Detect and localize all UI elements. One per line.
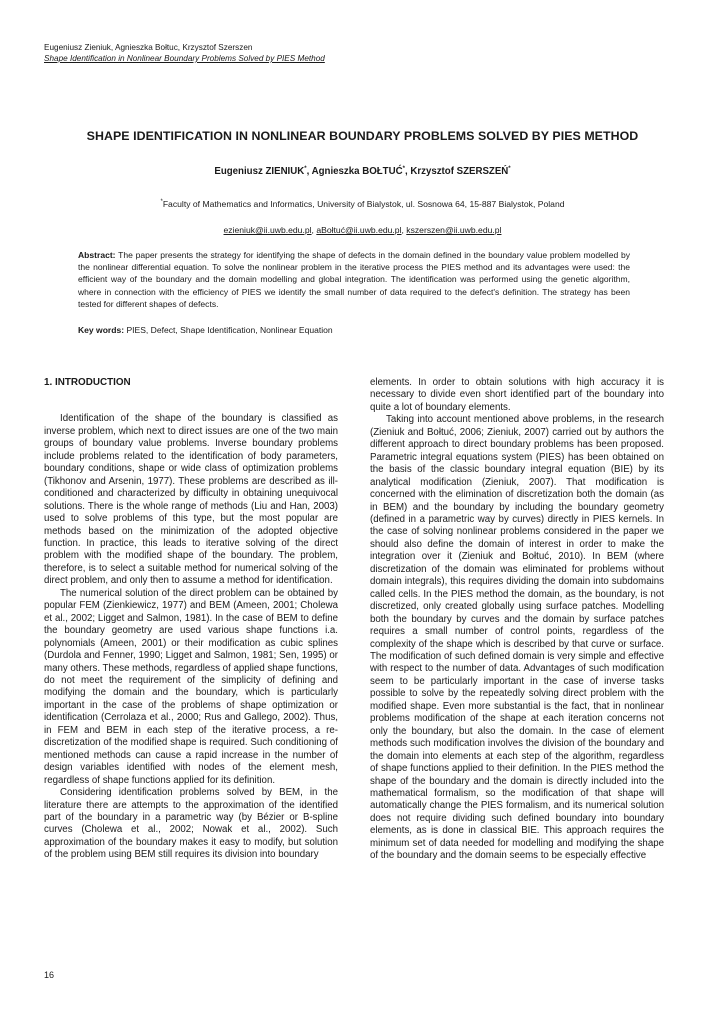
author-2: Agnieszka BOŁTUĆ	[311, 166, 403, 177]
right-column	[370, 377, 664, 863]
section-heading: 1. INTRODUCTION	[44, 377, 131, 388]
paper-title: SHAPE IDENTIFICATION IN NONLINEAR BOUNDARY PROBLEMS SOLVED BY PIES METHOD	[86, 129, 639, 143]
running-head-authors: Eugeniusz Zieniuk, Agnieszka Bołtuc, Krzysztof Szerszen	[44, 43, 253, 52]
email-sep-2: ,	[401, 225, 407, 235]
running-head	[44, 42, 325, 64]
keywords-label: Key words:	[78, 325, 125, 335]
paragraph: Identification of the shape of the boundary is classified as inverse problem, which next to direct issues are one of the two main groups of boundary value problems. Inverse boundary problems include problems related to the identification of body parameters, boundary conditions, shape or wide class of optimization problems (Tikhonov and Arsenin, 1977). These problems are described as ill-conditioned and characterized by difficulty in obtaining unequivocal solutions. There is the whole range of methods (Liu and Han, 2003) used to solve problems of this type, but the most popular are methods based on the minimization of the adopted objective function. In practice, this leads to iterative solving of the direct problem with the modified shape of the boundary. The problem, therefore, is to select a suitable method for numerical solving of the direct problem, and only then to assume a method for identification.	[44, 413, 338, 587]
abstract	[78, 249, 630, 310]
email-sep-1: ,	[311, 225, 317, 235]
author-1-mark: *	[304, 165, 307, 172]
page-number: 16	[44, 970, 55, 980]
author-3: Krzysztof SZERSZEŃ	[410, 166, 509, 177]
email-link-2[interactable]: aBołtuć@ii.uwb.edu.pl	[316, 225, 402, 235]
email-link-3[interactable]: kszerszen@ii.uwb.edu.pl	[406, 225, 502, 235]
keywords	[78, 325, 630, 335]
author-1: Eugeniusz ZIENIUK	[214, 166, 305, 177]
affiliation-mark: *	[160, 199, 163, 206]
affiliation	[0, 199, 725, 209]
affiliation-text: Faculty of Mathematics and Informatics, University of Bialystok, ul. Sosnowa 64, 15-887 Bialystok, Poland	[162, 199, 565, 209]
paragraph: Considering identification problems solved by BEM, in the literature there are attempts to the approximation of the identified part of the boundary in a parametric way (by Bézier or B-spline curves (Cholewa et al., 2002; Nowak et al., 2002). Such approximation of the boundary makes it easy to modify, but solution of the problem using BEM still requires its division into boundary	[44, 787, 338, 861]
author-3-mark: *	[508, 165, 511, 172]
author-sep-1: ,	[306, 166, 312, 177]
abstract-text: The paper presents the strategy for identifying the shape of defects in the domain defined in the boundary value problem modelled by the nonlinear differential equation. To solve the nonlinear problem in the iterative process the PIES method and its advantages were used: the efficient way of the boundary and the domain modelling and global integration. The identification was performed using the genetic algorithm, where in connection with the efficiency of PIES we identify the small number of data required to the defect's definition. The strategy has been tested for different shapes of defects.	[78, 250, 630, 309]
left-column	[44, 377, 338, 862]
abstract-label: Abstract:	[78, 250, 116, 260]
running-head-journal-link[interactable]: Shape Identification in Nonlinear Boundary Problems Solved by PIES Method	[44, 54, 325, 63]
email-list	[0, 225, 725, 235]
author-list	[0, 166, 725, 177]
author-sep-2: ,	[404, 166, 411, 177]
paragraph: elements. In order to obtain solutions with high accuracy it is necessary to divide even short identified part of the boundary into quite a lot of boundary elements.	[370, 377, 664, 413]
email-link-1[interactable]: ezieniuk@ii.uwb.edu.pl	[223, 225, 312, 235]
paragraph: Taking into account mentioned above problems, in the research (Zieniuk and Bołtuć, 2006; Zieniuk, 2007) carried out by authors the different approach to direct boundary problems has been proposed. Parametric integral equations system (PIES) has been obtained on the basis of the classic boundary integral equation (BIE) by its analytical modification (Zieniuk, 2007). That modification is concerned with the elimination of discretization both the domain (as in BEM) and the boundary by including the boundary geometry (defined in a parametric way by curves) directly in PIES kernels. In the case of solving nonlinear problems considered in the paper we should also define the domain of interest in order to make the integration over it (Zieniuk and Bołtuć, 2010). In BEM (where discretization of the domain was eliminated for problems without domain integrals), this requires dividing the domain into subdomains called cells. In the PIES method the domain, as the boundary, is not discretized, only created globally using surface patches. Modelling both the boundary by curves and the domain by surface patches requires a small number of control points, regardless of the complexity of the shape which is described by that curve or surface. The modification of such defined domain is very simple and effective with respect to the number of data. Advantages of such modification seem to be particularly important in the case of inverse tasks possible to solve by the repeatedly solving direct problem with the modified shape. Even more substantial is the fact, that in nonlinear problems modification of the shape at each iteration concerns not only the boundary, but also the domain. In the case of element methods such modification involves the division of the boundary and the domain into elements at each step of the algorithm, regardless of shape functions applied to their definition. In the PIES method the shape of the boundary and the domain is directly included into the mathematical formalism, so the modification of that shape will automatically change the PIES formalism, and its numerical solution does not require dividing such defined boundary into boundary elements, as is done in classical BIE. This approach requires the minimum set of data needed for modelling and modifying the shape of the boundary and the domain seems to be especially effective	[370, 414, 664, 862]
author-2-mark: *	[402, 165, 405, 172]
paragraph: The numerical solution of the direct problem can be obtained by popular FEM (Zienkiewicz, 1977) and BEM (Ameen, 2001; Cholewa et al., 2002; Ligget and Salmon, 1981). In the case of BEM to define the boundary geometry are used various shape functions i.a. polynomials (Ameen, 2001) or their modification as cubic splines (Durdola and Fenner, 1990; Ligget and Salmon, 1981; Sen, 1995) or many others. These methods, regardless of applied shape functions, do not meet the requirement of the simplicity of defining and modifying the domain and the boundary, which is particularly important in the case of the problems of shape optimization or identification (Cerrolaza et al., 2000; Rus and Gallego, 2002). Thus, in FEM and BEM in each step of the iterative process, a re-discretization of the modified shape is required. Such conditioning of mentioned methods can cause a rapid increase in the number of design variables identified with nodes of the element mesh, regardless of shape functions applied for its definition.	[44, 587, 338, 786]
keywords-text: PIES, Defect, Shape Identification, Nonlinear Equation	[126, 325, 333, 335]
